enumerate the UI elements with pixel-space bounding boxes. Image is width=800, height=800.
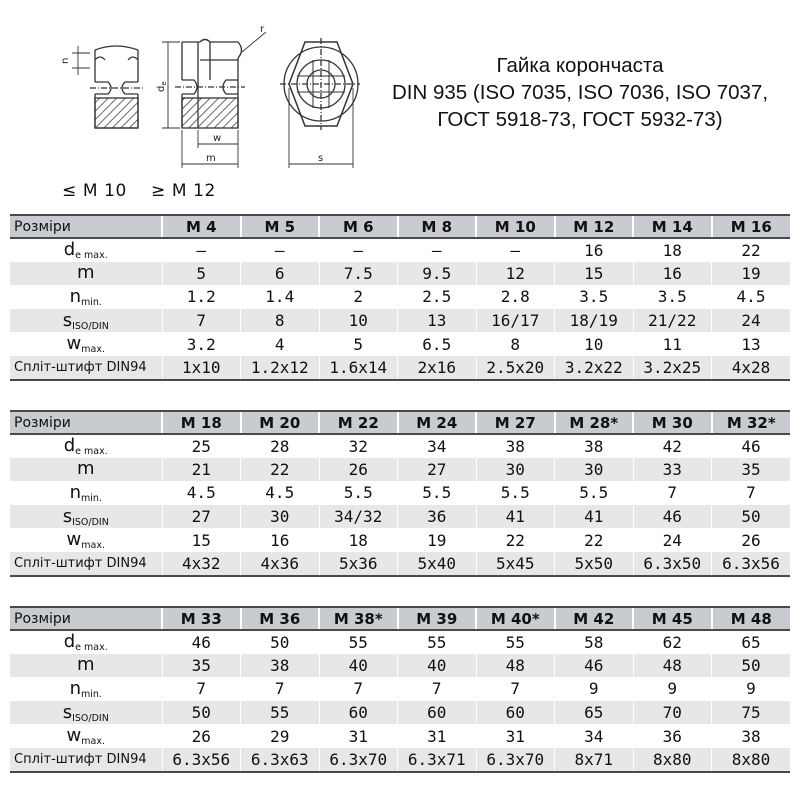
value-cell: 48 [633, 654, 712, 678]
value-cell: 4.5 [162, 481, 241, 505]
value-cell: 21 [162, 458, 241, 482]
title-line-2: DIN 935 (ISO 7035, ISO 7036, ISO 7037, [391, 81, 769, 104]
value-cell: 34/32 [319, 505, 398, 529]
value-cell: 5.5 [476, 481, 555, 505]
value-cell: 1.2 [162, 285, 241, 309]
value-cell: 2 [319, 285, 398, 309]
value-cell: 22 [712, 238, 791, 262]
row-label-pin: Спліт-штифт DIN94 [10, 552, 162, 576]
size-header: M 48 [712, 607, 791, 630]
castle-nut-drawing [50, 20, 360, 180]
dimensions-table-2 [10, 410, 790, 577]
row-label-n [10, 285, 162, 309]
value-cell: 27 [162, 505, 241, 529]
row-pin [10, 356, 790, 380]
row-symbol: m [76, 654, 95, 676]
value-cell: 4.5 [712, 285, 791, 309]
value-cell: 5.5 [398, 481, 477, 505]
value-cell: 7 [319, 677, 398, 701]
row-label-m [10, 654, 162, 678]
value-cell: 15 [555, 262, 634, 286]
size-header: M 6 [319, 215, 398, 238]
value-cell: 6.3x71 [398, 748, 477, 772]
row-de [10, 630, 790, 654]
value-cell: 10 [555, 332, 634, 356]
size-header: M 5 [241, 215, 320, 238]
row-label-de [10, 238, 162, 262]
variant-large-label: ≥ M 12 [150, 181, 216, 201]
value-cell: 50 [712, 505, 791, 529]
large-nut-side-view [162, 32, 266, 168]
value-cell: 31 [319, 724, 398, 748]
row-symbol: n [69, 677, 81, 699]
value-cell: 6 [241, 262, 320, 286]
value-cell: 15 [162, 528, 241, 552]
value-cell: 3.2 [162, 332, 241, 356]
value-cell: 38 [476, 434, 555, 458]
value-cell: 5.5 [319, 481, 398, 505]
value-cell: 12 [476, 262, 555, 286]
row-label-n [10, 677, 162, 701]
row-label-w [10, 724, 162, 748]
value-cell: 4.5 [241, 481, 320, 505]
header-row [10, 411, 790, 434]
value-cell: 5x45 [476, 552, 555, 576]
value-cell: 4x28 [712, 356, 791, 380]
value-cell: – [241, 238, 320, 262]
value-cell: 26 [319, 458, 398, 482]
value-cell: 8x80 [633, 748, 712, 772]
size-header: M 30 [633, 411, 712, 434]
value-cell: 55 [398, 630, 477, 654]
row-symbol: m [76, 262, 95, 284]
value-cell: 55 [241, 701, 320, 725]
value-cell: 6.5 [398, 332, 477, 356]
value-cell: 2.5 [398, 285, 477, 309]
row-symbol: n [69, 285, 81, 307]
header-row [10, 607, 790, 630]
title-line-1: Гайка корончаста [496, 54, 664, 77]
size-header: M 42 [555, 607, 634, 630]
value-cell: 3.5 [555, 285, 634, 309]
value-cell: 1.2x12 [241, 356, 320, 380]
size-header: M 8 [398, 215, 477, 238]
value-cell: 7 [241, 677, 320, 701]
row-n [10, 285, 790, 309]
value-cell: 30 [555, 458, 634, 482]
value-cell: 35 [162, 654, 241, 678]
header-label: Розміри [10, 607, 162, 630]
row-label-n [10, 481, 162, 505]
value-cell: 32 [319, 434, 398, 458]
row-subscript: ISO/DIN [72, 320, 109, 332]
row-label-pin: Спліт-штифт DIN94 [10, 356, 162, 380]
row-w [10, 332, 790, 356]
value-cell: 46 [633, 505, 712, 529]
row-s [10, 701, 790, 725]
variant-small-label: ≤ M 10 [62, 181, 127, 201]
value-cell: 50 [162, 701, 241, 725]
row-subscript: min. [80, 296, 102, 308]
value-cell: 16 [555, 238, 634, 262]
row-label-s [10, 701, 162, 725]
variant-labels [62, 181, 234, 201]
small-nut-side-view [72, 46, 145, 128]
value-cell: 13 [712, 332, 791, 356]
value-cell: 16 [633, 262, 712, 286]
value-cell: 31 [398, 724, 477, 748]
value-cell: 75 [712, 701, 791, 725]
value-cell: 6.3x63 [241, 748, 320, 772]
row-s [10, 505, 790, 529]
value-cell: 7 [712, 481, 791, 505]
value-cell: 18 [319, 528, 398, 552]
size-header: M 4 [162, 215, 241, 238]
size-header: M 45 [633, 607, 712, 630]
size-header: M 18 [162, 411, 241, 434]
row-label-w [10, 332, 162, 356]
size-header: M 22 [319, 411, 398, 434]
row-symbol: d [63, 239, 76, 261]
value-cell: 46 [162, 630, 241, 654]
value-cell: 30 [476, 458, 555, 482]
product-title [380, 52, 780, 133]
value-cell: 5 [319, 332, 398, 356]
dim-label-n: n [60, 57, 71, 64]
size-header: M 40* [476, 607, 555, 630]
row-label-pin: Спліт-штифт DIN94 [10, 748, 162, 772]
value-cell: 16/17 [476, 309, 555, 333]
value-cell: 60 [398, 701, 477, 725]
size-header: M 12 [555, 215, 634, 238]
value-cell: 4x32 [162, 552, 241, 576]
value-cell: 16 [241, 528, 320, 552]
row-label-de [10, 434, 162, 458]
value-cell: 5 [162, 262, 241, 286]
value-cell: 31 [476, 724, 555, 748]
value-cell: 8x71 [555, 748, 634, 772]
value-cell: 50 [241, 630, 320, 654]
title-line-3: ГОСТ 5918-73, ГОСТ 5932-73) [437, 108, 723, 131]
row-symbol: w [66, 529, 82, 551]
header-row [10, 215, 790, 238]
value-cell: – [476, 238, 555, 262]
row-subscript: e max. [75, 446, 108, 458]
value-cell: 9 [712, 677, 791, 701]
value-cell: 6.3x56 [162, 748, 241, 772]
value-cell: 46 [555, 654, 634, 678]
size-header: M 16 [712, 215, 791, 238]
row-s [10, 309, 790, 333]
dim-label-m: m [206, 153, 216, 164]
value-cell: 26 [162, 724, 241, 748]
value-cell: 7.5 [319, 262, 398, 286]
row-symbol: s [62, 505, 73, 527]
row-pin [10, 552, 790, 576]
value-cell: 9 [633, 677, 712, 701]
value-cell: 29 [241, 724, 320, 748]
value-cell: 6.3x70 [476, 748, 555, 772]
value-cell: 5.5 [555, 481, 634, 505]
value-cell: 7 [633, 481, 712, 505]
value-cell: 65 [555, 701, 634, 725]
value-cell: 5x36 [319, 552, 398, 576]
value-cell: 19 [712, 262, 791, 286]
dim-label-s: s [318, 153, 324, 164]
row-symbol: m [76, 458, 95, 480]
value-cell: 8x80 [712, 748, 791, 772]
value-cell: 3.2x25 [633, 356, 712, 380]
value-cell: 2.8 [476, 285, 555, 309]
value-cell: – [319, 238, 398, 262]
value-cell: 40 [398, 654, 477, 678]
value-cell: 27 [398, 458, 477, 482]
header-label: Розміри [10, 215, 162, 238]
value-cell: 48 [476, 654, 555, 678]
value-cell: 38 [241, 654, 320, 678]
dimensions-table-3 [10, 606, 790, 773]
size-header: M 38* [319, 607, 398, 630]
value-cell: 4x36 [241, 552, 320, 576]
row-symbol: w [66, 725, 82, 747]
value-cell: 2.5x20 [476, 356, 555, 380]
row-label-s [10, 309, 162, 333]
row-label-m [10, 458, 162, 482]
size-header: M 20 [241, 411, 320, 434]
value-cell: 40 [319, 654, 398, 678]
value-cell: 55 [476, 630, 555, 654]
row-m [10, 458, 790, 482]
value-cell: 65 [712, 630, 791, 654]
dim-label-de: $d_e$ [156, 81, 168, 92]
value-cell: 58 [555, 630, 634, 654]
size-header: M 39 [398, 607, 477, 630]
row-de [10, 238, 790, 262]
value-cell: 22 [555, 528, 634, 552]
value-cell: 33 [633, 458, 712, 482]
row-symbol: n [69, 481, 81, 503]
dim-label-w: w [213, 133, 222, 144]
size-header: M 32* [712, 411, 791, 434]
row-symbol: d [63, 631, 76, 653]
row-symbol: s [62, 701, 73, 723]
value-cell: 6.3x56 [712, 552, 791, 576]
value-cell: 13 [398, 309, 477, 333]
value-cell: 10 [319, 309, 398, 333]
row-subscript: e max. [75, 642, 108, 654]
row-label-w [10, 528, 162, 552]
size-header: M 27 [476, 411, 555, 434]
value-cell: 28 [241, 434, 320, 458]
row-n [10, 481, 790, 505]
size-header: M 36 [241, 607, 320, 630]
value-cell: 7 [398, 677, 477, 701]
row-pin [10, 748, 790, 772]
value-cell: 21/22 [633, 309, 712, 333]
row-subscript: min. [80, 688, 102, 700]
value-cell: 36 [633, 724, 712, 748]
value-cell: 24 [633, 528, 712, 552]
value-cell: 1.6x14 [319, 356, 398, 380]
value-cell: 7 [162, 677, 241, 701]
value-cell: – [398, 238, 477, 262]
value-cell: 38 [712, 724, 791, 748]
value-cell: 70 [633, 701, 712, 725]
size-header: M 14 [633, 215, 712, 238]
value-cell: 5x40 [398, 552, 477, 576]
value-cell: 18 [633, 238, 712, 262]
row-subscript: max. [81, 540, 105, 552]
value-cell: 34 [398, 434, 477, 458]
row-w [10, 528, 790, 552]
value-cell: 18/19 [555, 309, 634, 333]
size-header: M 24 [398, 411, 477, 434]
value-cell: 22 [241, 458, 320, 482]
value-cell: 7 [476, 677, 555, 701]
nut-top-view [280, 38, 360, 168]
value-cell: 62 [633, 630, 712, 654]
size-header: M 10 [476, 215, 555, 238]
row-subscript: min. [80, 492, 102, 504]
row-subscript: ISO/DIN [72, 516, 109, 528]
value-cell: 24 [712, 309, 791, 333]
value-cell: 9 [555, 677, 634, 701]
value-cell: 2x16 [398, 356, 477, 380]
value-cell: 60 [319, 701, 398, 725]
value-cell: 25 [162, 434, 241, 458]
row-symbol: s [62, 309, 73, 331]
row-subscript: e max. [75, 250, 108, 262]
value-cell: 8 [476, 332, 555, 356]
row-w [10, 724, 790, 748]
value-cell: 3.5 [633, 285, 712, 309]
row-label-de [10, 630, 162, 654]
value-cell: 8 [241, 309, 320, 333]
value-cell: 3.2x22 [555, 356, 634, 380]
value-cell: 55 [319, 630, 398, 654]
header-label: Розміри [10, 411, 162, 434]
value-cell: 7 [162, 309, 241, 333]
value-cell: 30 [241, 505, 320, 529]
value-cell: 22 [476, 528, 555, 552]
value-cell: 38 [555, 434, 634, 458]
size-header: M 28* [555, 411, 634, 434]
row-de [10, 434, 790, 458]
value-cell: 19 [398, 528, 477, 552]
value-cell: – [162, 238, 241, 262]
value-cell: 11 [633, 332, 712, 356]
size-header: M 33 [162, 607, 241, 630]
row-symbol: d [63, 435, 76, 457]
value-cell: 4 [241, 332, 320, 356]
dimensions-table-1 [10, 214, 790, 381]
row-symbol: w [66, 333, 82, 355]
row-label-s [10, 505, 162, 529]
row-subscript: max. [81, 736, 105, 748]
value-cell: 9.5 [398, 262, 477, 286]
row-label-m [10, 262, 162, 286]
value-cell: 34 [555, 724, 634, 748]
row-m [10, 262, 790, 286]
value-cell: 46 [712, 434, 791, 458]
value-cell: 36 [398, 505, 477, 529]
dim-label-r: r [260, 24, 265, 35]
row-m [10, 654, 790, 678]
row-subscript: max. [81, 344, 105, 356]
value-cell: 6.3x70 [319, 748, 398, 772]
value-cell: 60 [476, 701, 555, 725]
value-cell: 41 [555, 505, 634, 529]
value-cell: 42 [633, 434, 712, 458]
row-n [10, 677, 790, 701]
value-cell: 35 [712, 458, 791, 482]
value-cell: 41 [476, 505, 555, 529]
value-cell: 50 [712, 654, 791, 678]
value-cell: 6.3x50 [633, 552, 712, 576]
value-cell: 5x50 [555, 552, 634, 576]
value-cell: 26 [712, 528, 791, 552]
value-cell: 1x10 [162, 356, 241, 380]
row-subscript: ISO/DIN [72, 712, 109, 724]
value-cell: 1.4 [241, 285, 320, 309]
